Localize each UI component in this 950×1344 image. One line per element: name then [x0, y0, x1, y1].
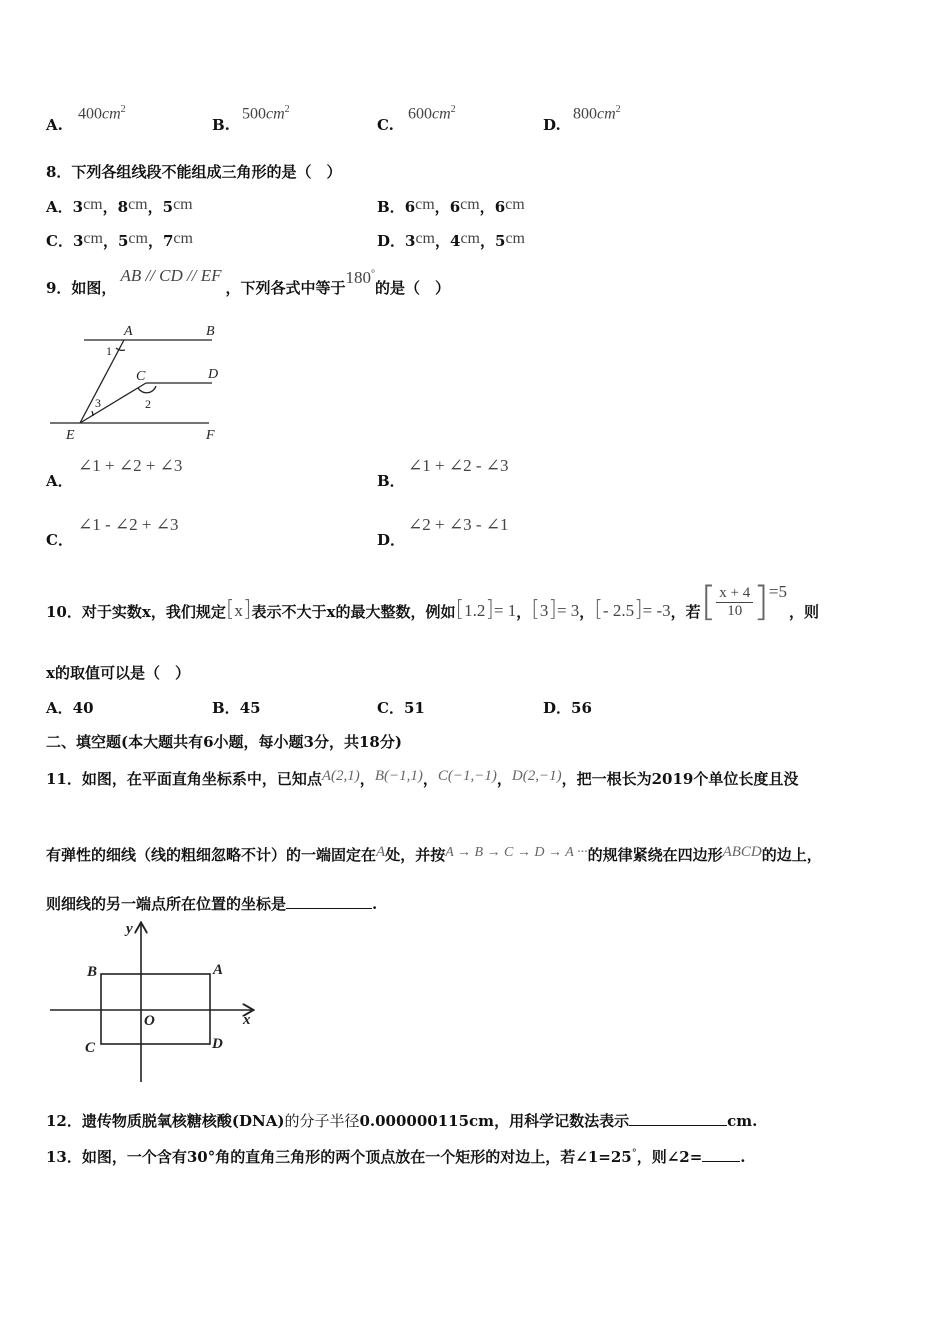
- q10-frac-rb: ]: [753, 579, 769, 625]
- q10-c-label: C．: [377, 699, 404, 717]
- q9-option-d-expr: ∠2 + ∠3 - ∠1: [408, 515, 509, 534]
- q11-quad: ABCD: [722, 844, 762, 860]
- fig9-label-a: A: [124, 324, 133, 339]
- q8-c-sep2: ，: [147, 232, 163, 250]
- q11-sep3: ，: [496, 770, 512, 788]
- q8-d-1: 3: [405, 232, 416, 250]
- q10-floor-x: [226, 597, 252, 622]
- q9-180-deg: °: [371, 268, 375, 280]
- segment-ea: [80, 340, 124, 423]
- fig11-label-x: x: [243, 1012, 251, 1028]
- q7-option-b-value: [242, 104, 290, 123]
- q9-prefix: 9．如图，: [46, 279, 117, 297]
- q10-ex1-lb: [: [455, 597, 465, 622]
- q10-ex3: [594, 597, 670, 622]
- q9-option-c-label: C．: [46, 531, 73, 549]
- q9-parallel-figure: [44, 316, 234, 446]
- q8-d-unit3: cm: [505, 230, 525, 247]
- q10-frac-den: 10: [727, 602, 743, 619]
- q7-c-unit: cm: [432, 105, 451, 123]
- q10-rbracket: ]: [242, 597, 252, 622]
- q13: [46, 1146, 746, 1167]
- q11-sep1: ，: [359, 770, 375, 788]
- q8-b-3: 6: [494, 198, 506, 216]
- q8-a-2: 8: [117, 198, 129, 216]
- q12-prefix: 12．遗传物质脱氧核糖核酸(DNA): [46, 1112, 285, 1130]
- q8-d-label: D．: [377, 232, 406, 250]
- q11-line2a: 有弹性的细线（线的粗细忽略不计）的一端固定在: [46, 846, 377, 864]
- q8-option-d: [377, 230, 525, 251]
- q10-ex2: [531, 597, 579, 622]
- q9-option-a-expr: ∠1 + ∠2 + ∠3: [78, 456, 183, 475]
- q10-ex1-in: 1.2: [464, 601, 486, 620]
- q10-line2: x的取值可以是（ ）: [46, 664, 190, 682]
- q11-line2: [46, 844, 822, 865]
- q8-a-label: A．: [46, 198, 73, 216]
- q8-b-unit2: cm: [460, 196, 480, 213]
- fig9-label-c: C: [136, 369, 146, 384]
- fig9-angle-2: 2: [145, 397, 151, 411]
- q10-ex2-out: = 3: [556, 601, 580, 620]
- q8-c-unit1: cm: [83, 230, 103, 247]
- q10-x: x: [234, 601, 243, 620]
- q12-unit: cm: [727, 1112, 753, 1130]
- q12-value: 0.000000115cm: [359, 1112, 495, 1130]
- q13-answer-blank[interactable]: [702, 1147, 740, 1162]
- q10-ex3-out: = -3: [642, 601, 671, 620]
- q7-d-exp: 2: [615, 104, 621, 115]
- q7-c-exp: 2: [450, 104, 456, 115]
- fig9-label-b: B: [206, 324, 215, 339]
- q9-suffix: 的是（ ）: [375, 279, 451, 297]
- q11-suffix1: ，把一根长为2019个单位长度且没: [561, 770, 799, 788]
- q9-option-b-label: B．: [377, 472, 405, 490]
- q8-c-label: C．: [46, 232, 73, 250]
- q7-d-unit: cm: [597, 105, 616, 123]
- q11-fixed-point: A: [376, 844, 386, 860]
- q12-mid: 的分子半径: [284, 1112, 360, 1130]
- q11-line2b: 处，并按: [385, 846, 446, 864]
- q9-option-c-expr: ∠1 - ∠2 + ∠3: [78, 515, 179, 534]
- q11-answer-blank[interactable]: [286, 894, 372, 909]
- q10-ex1: [455, 597, 516, 622]
- q10-comma2: ，: [579, 603, 595, 621]
- q7-d-num: 800: [573, 105, 597, 123]
- q7-b-num: 500: [242, 105, 266, 123]
- q11-line3-text: 则细线的另一端点所在位置的坐标是: [46, 895, 287, 913]
- q8-a-sep1: ，: [102, 198, 118, 216]
- q11-line3: [46, 893, 377, 914]
- q10-ex2-lb: [: [531, 597, 540, 622]
- q8-c-1: 3: [72, 232, 84, 250]
- q11-line3-end: .: [372, 895, 378, 913]
- q8-stem: 8．下列各组线段不能组成三角形的是（ ）: [46, 163, 342, 181]
- q9-180-num: 180: [345, 268, 371, 287]
- q8-option-b: [377, 196, 525, 217]
- q8-a-unit2: cm: [128, 196, 148, 213]
- q8-option-a: [46, 196, 193, 217]
- q9-option-a-label: A．: [46, 472, 73, 490]
- q8-c-unit3: cm: [173, 230, 193, 247]
- q8-a-unit3: cm: [173, 196, 193, 213]
- q8-b-2: 6: [449, 198, 461, 216]
- q7-a-num: 400: [78, 105, 102, 123]
- q10-ex3-lb: [: [594, 597, 603, 622]
- fig9-label-d: D: [208, 367, 219, 382]
- q7-a-exp: 2: [120, 104, 126, 115]
- q8-b-1: 6: [404, 198, 416, 216]
- q7-option-c-label: C.: [377, 116, 394, 134]
- q13-text2: ，则∠2=: [636, 1148, 703, 1166]
- fig11-label-a: A: [213, 962, 224, 978]
- q11-point-c: C(−1,−1): [437, 768, 497, 784]
- fig9-label-f: F: [206, 428, 215, 443]
- q8-b-sep1: ，: [434, 198, 450, 216]
- q10-comma1: ，: [516, 603, 532, 621]
- q10-lbracket: [: [225, 597, 235, 622]
- q9-option-b-expr: ∠1 + ∠2 - ∠3: [408, 456, 509, 475]
- q8-a-1: 3: [72, 198, 84, 216]
- q11-line2c: 的规律紧绕在四边形: [587, 846, 723, 864]
- q7-option-a-label: A.: [46, 116, 63, 134]
- q9-parallel-math: AB // CD // EF: [120, 266, 222, 285]
- q10-floor-fraction: [700, 579, 787, 625]
- q7-a-unit: cm: [102, 105, 121, 123]
- q7-c-num: 600: [408, 105, 432, 123]
- q13-end: .: [740, 1148, 746, 1166]
- q7-option-c-value: [408, 104, 456, 123]
- q7-option-d-value: [573, 104, 621, 123]
- q12-end: .: [752, 1112, 758, 1130]
- q9-mid: ，下列各式中等于: [225, 279, 346, 297]
- q10-option-a: [46, 697, 94, 718]
- q10-frac-num: x + 4: [716, 585, 753, 603]
- fig11-label-c: C: [85, 1040, 96, 1056]
- fig9-angle-1: 1: [106, 344, 112, 358]
- fig9-angle-3: 3: [95, 396, 101, 410]
- q11-point-d: D(2,−1): [511, 768, 562, 784]
- q10-d-value: 56: [571, 699, 592, 717]
- q11-prefix: 11．如图，在平面直角坐标系中，已知点: [46, 770, 322, 788]
- q8-d-sep2: ，: [480, 232, 496, 250]
- q10-option-d: [543, 697, 592, 718]
- q10-option-b: [212, 697, 261, 718]
- fig11-label-o: O: [144, 1013, 155, 1029]
- q10-frac-lb: [: [700, 579, 717, 625]
- q13-text: 13．如图，一个含有30°角的直角三角形的两个顶点放在一个矩形的对边上，若∠1=25: [46, 1148, 632, 1166]
- q10-ex3-rb: ]: [634, 597, 643, 622]
- q10-ex2-in: 3: [539, 601, 549, 620]
- q8-d-3: 5: [495, 232, 506, 250]
- q7-option-b-label: B.: [212, 116, 230, 134]
- q8-d-unit1: cm: [415, 230, 435, 247]
- q10-ex3-in: - 2.5: [602, 601, 635, 620]
- fig11-label-y: y: [126, 921, 133, 937]
- q10-d-label: D．: [543, 699, 572, 717]
- section-2-heading: 二、填空题(本大题共有6小题，每小题3分，共18分): [46, 733, 402, 751]
- q8-b-label: B．: [377, 198, 405, 216]
- q8-a-sep2: ，: [147, 198, 163, 216]
- q9-stem: [46, 266, 451, 298]
- q11-line2d: 的边上，: [761, 846, 822, 864]
- q11-point-b: B(−1,1): [374, 768, 423, 784]
- q10-frac-eq: =5: [768, 582, 787, 601]
- q7-option-a-value: [78, 104, 126, 123]
- angle-1-arc: [116, 348, 125, 350]
- q11-line1: [46, 768, 798, 789]
- q10-if: ，若: [670, 603, 701, 621]
- q8-a-3: 5: [162, 198, 174, 216]
- fig11-label-b: B: [87, 964, 98, 980]
- q10-b-label: B．: [212, 699, 240, 717]
- q8-d-2: 4: [450, 232, 461, 250]
- q8-a-unit1: cm: [83, 196, 103, 213]
- q8-b-unit3: cm: [505, 196, 525, 213]
- q7-option-d-label: D.: [543, 116, 561, 134]
- q10-prefix: 10．对于实数x，我们规定: [46, 603, 226, 621]
- angle-2-arc: [138, 386, 156, 393]
- q10-a-value: 40: [72, 699, 94, 717]
- q10-ex1-out: = 1: [493, 601, 517, 620]
- q9-180: [346, 268, 376, 287]
- q11-path: A → B → C → D → A ···: [445, 845, 588, 860]
- q11-point-a: A(2,1): [321, 768, 360, 784]
- q12-answer-blank[interactable]: [629, 1111, 727, 1126]
- fig11-label-d: D: [212, 1036, 223, 1052]
- q10-c-value: 51: [403, 699, 425, 717]
- q10-stem: [46, 572, 819, 625]
- q10-fraction: [716, 585, 753, 620]
- q12: [46, 1110, 757, 1131]
- q8-b-sep2: ，: [479, 198, 495, 216]
- q10-then: ，则: [788, 603, 819, 621]
- q10-b-value: 45: [239, 699, 261, 717]
- q8-b-unit1: cm: [415, 196, 435, 213]
- q8-c-sep1: ，: [102, 232, 118, 250]
- fig9-label-e: E: [66, 428, 75, 443]
- q12-suffix: ，用科学记数法表示: [494, 1112, 630, 1130]
- q10-a-label: A．: [46, 699, 73, 717]
- q8-d-unit2: cm: [460, 230, 480, 247]
- q7-b-exp: 2: [284, 104, 290, 115]
- q10-ex2-rb: ]: [548, 597, 557, 622]
- q7-b-unit: cm: [266, 105, 285, 123]
- q8-d-sep1: ，: [435, 232, 451, 250]
- q8-c-2: 5: [117, 232, 129, 250]
- q13-deg: °: [631, 1148, 637, 1159]
- q8-option-c: [46, 230, 193, 251]
- q11-coordinate-figure: [44, 918, 264, 1088]
- q9-option-d-label: D．: [377, 531, 406, 549]
- q8-c-unit2: cm: [128, 230, 148, 247]
- q8-c-3: 7: [162, 232, 174, 250]
- q10-mid: 表示不大于x的最大整数，例如: [251, 603, 456, 621]
- q11-sep2: ，: [422, 770, 438, 788]
- rectangle-abcd: [101, 974, 210, 1044]
- q10-ex1-rb: ]: [485, 597, 494, 622]
- q10-option-c: [377, 697, 425, 718]
